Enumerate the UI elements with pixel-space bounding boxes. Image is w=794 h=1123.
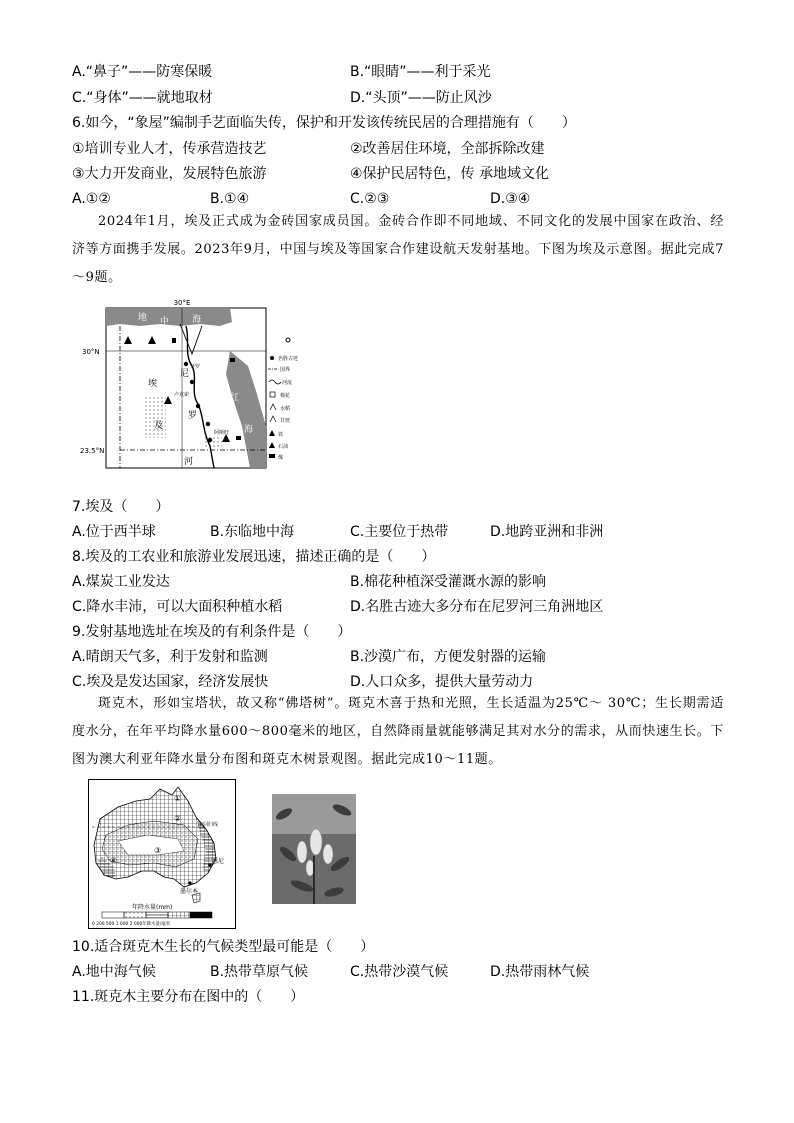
passage-egypt (72, 208, 724, 292)
passage-egypt-text: 2024年1月，埃及正式成为金砖国家成员国。金砖合作即不同地域、不同文化的发展中国家在政治、经济等方面携手发展。2023年9月，中国与埃及等国家合作建设航天发射基地。下图为埃及示意图。据此完成7～9题。 (72, 214, 724, 285)
legend2-title: 年降水量(mm) (132, 904, 173, 911)
australia-map-svg (88, 779, 236, 929)
legend-item-6: 甘蔗 (280, 418, 291, 424)
q5-option-a: A.“鼻子”——防寒保暖 (72, 64, 213, 80)
q6-option-c: C.②③ (350, 191, 390, 207)
q5-option-d: D.“头顶”——防止风沙 (350, 90, 492, 106)
q6-statement-1: ①培训专业人才，传承营造技艺 (72, 141, 267, 157)
q7-option-c: C.主要位于热带 (350, 524, 449, 540)
country-label-1: 埃 (148, 379, 158, 389)
q8-option-d: D.名胜古迹大多分布在尼罗河三角洲地区 (350, 599, 604, 615)
q9-option-c: C.埃及是发达国家，经济发展快 (72, 674, 269, 690)
lon-30-label: 30°E (173, 299, 191, 307)
q6-statement-3: ③大力开发商业，发展特色旅游 (72, 166, 267, 182)
q5-option-b: B.“眼睛”——利于采光 (350, 64, 491, 80)
q5-option-c: C.“身体”——就地取材 (72, 90, 213, 106)
city-label-luxor: 卢克索 (174, 392, 190, 398)
banksia-photo (272, 794, 356, 904)
passage-banksia (72, 690, 724, 774)
q10-option-a: A.地中海气候 (72, 964, 156, 980)
redsea-label-1: 红 (230, 393, 240, 403)
legend-item-4: 棉花 (280, 393, 291, 399)
q7-option-d: D.地跨亚洲和非洲 (490, 524, 604, 540)
zone-label-2: ② (174, 814, 182, 823)
passage-banksia-text: 斑克木，形如宝塔状，故又称“佛塔树”。斑克木喜于热和光照，生长适温为25℃～ 30℃；生长期需适度水分，在年平均降水量600～800毫米的地区，自然降雨量就能够满足其对水分的需求，从而快速生长。下图为澳大利亚年降水量分布图和斑克木树景观图。据此完成10～11题。 (72, 696, 724, 767)
q10-option-b: B.热带草原气候 (210, 964, 309, 980)
q10-option-d: D.热带雨林气候 (490, 964, 590, 980)
redsea-label-2: 海 (244, 425, 254, 435)
lat-30-label: 30°N (82, 348, 100, 356)
legend-item-8: 石油 (278, 444, 289, 450)
country-label-2: 及 (154, 421, 164, 431)
q8-stem: 8.埃及的工农业和旅游业发展迅速，描述正确的是（ ） (72, 549, 436, 565)
q6-option-d: D.③④ (490, 191, 531, 207)
zone-label-3: ③ (154, 846, 162, 855)
zone-label-4: ④ (110, 856, 118, 865)
q9-option-b: B.沙漠广布，方便发射器的运输 (350, 649, 547, 665)
q8-option-c: C.降水丰沛，可以大面积种植水稻 (72, 599, 283, 615)
river-label-2: 罗 (188, 411, 198, 421)
legend-item-9: 煤 (278, 455, 284, 461)
legend-item-7: 铁 (278, 432, 284, 438)
q9-option-a: A.晴朗天气多，利于发射和监测 (72, 649, 268, 665)
q6-option-b: B.①④ (210, 191, 250, 207)
desert-dots-1 (144, 396, 166, 438)
legend-item-2: 国界 (280, 367, 291, 373)
q11-stem: 11.斑克木主要分布在图中的（ ） (72, 989, 305, 1005)
egypt-map (80, 296, 310, 486)
sea-label-2: 中 (160, 317, 170, 327)
q7-option-a: A.位于西半球 (72, 524, 156, 540)
city-label-cairo: 开罗 (190, 364, 201, 370)
city-label-aswan: 阿斯旺 (214, 430, 230, 436)
melbourne-label: 墨尔本 (180, 888, 199, 895)
q10-option-c: C.热带沙漠气候 (350, 964, 449, 980)
egypt-map-svg (80, 296, 310, 486)
q9-option-d: D.人口众多，提供大量劳动力 (350, 674, 534, 690)
banksia-photo-svg (272, 794, 356, 904)
australia-map (88, 779, 236, 929)
legend-item-5: 水稻 (280, 406, 291, 412)
q8-option-b: B.棉花种植深受灌溉水源的影响 (350, 574, 547, 590)
q8-option-a: A.煤炭工业发达 (72, 574, 170, 590)
q7-stem: 7.埃及（ ） (72, 499, 170, 515)
legend2-ticks: 0 200 500 1 000 2 000年降水量/毫米 (92, 922, 171, 927)
q6-statement-4: ④保护民居特色，传 承地域文化 (350, 166, 550, 182)
lat-23-label: 23.5°N (80, 447, 105, 455)
legend-item-3: 河流 (282, 380, 293, 386)
sea-label-3: 海 (192, 315, 202, 325)
q6-stem: 6.如今，“象屋”编制手艺面临失传，保护和开发该传统民居的合理措施有（ ） (72, 115, 576, 131)
tropic-label: 南回归线 (198, 822, 219, 828)
q10-stem: 10.适合斑克木生长的气候类型最可能是（ ） (72, 939, 375, 955)
q6-option-a: A.①② (72, 191, 111, 207)
sea-label-1: 地 (138, 313, 148, 323)
river-label-1: 尼 (180, 369, 190, 379)
sydney-label: 悉尼 (212, 858, 225, 865)
q7-option-b: B.东临地中海 (210, 524, 295, 540)
q9-stem: 9.发射基地选址在埃及的有利条件是（ ） (72, 624, 352, 640)
legend2-swatches (102, 912, 212, 918)
river-label-3: 河 (184, 457, 194, 467)
q6-statement-2: ②改善居住环境，全部拆除改建 (350, 141, 545, 157)
legend-item-1: 名胜古迹 (278, 356, 299, 362)
zone-label-1: ① (174, 794, 182, 803)
melbourne-dot (188, 881, 191, 884)
